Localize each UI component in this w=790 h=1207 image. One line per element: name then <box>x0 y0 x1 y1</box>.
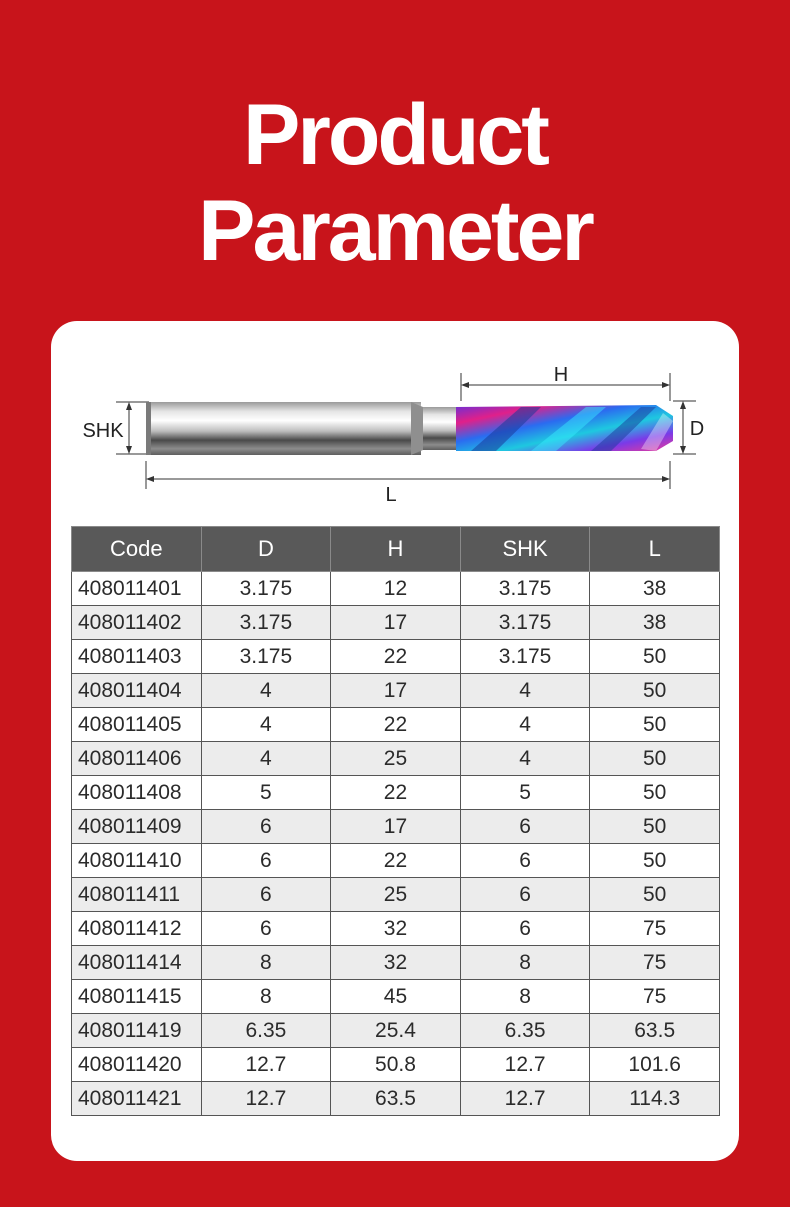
table-row <box>72 1014 720 1048</box>
cell-l: 50 <box>590 810 720 844</box>
cell-shk: 3.175 <box>460 606 590 640</box>
cell-h: 45 <box>331 980 461 1014</box>
cell-code: 408011401 <box>72 572 202 606</box>
table-row <box>72 980 720 1014</box>
table-row <box>72 878 720 912</box>
cell-l: 50 <box>590 776 720 810</box>
cell-h: 17 <box>331 606 461 640</box>
page-title-line2: Parameter <box>198 183 592 279</box>
cell-code: 408011411 <box>72 878 202 912</box>
cell-code: 408011409 <box>72 810 202 844</box>
cell-shk: 5 <box>460 776 590 810</box>
table-header-row <box>72 527 720 572</box>
cell-code: 408011412 <box>72 912 202 946</box>
cell-l: 63.5 <box>590 1014 720 1048</box>
label-h: H <box>553 364 569 386</box>
cell-shk: 6.35 <box>460 1014 590 1048</box>
label-d: D <box>689 418 705 440</box>
cell-d: 8 <box>201 980 331 1014</box>
cell-shk: 4 <box>460 708 590 742</box>
cell-d: 12.7 <box>201 1082 331 1116</box>
header-d: D <box>201 527 331 572</box>
cell-shk: 4 <box>460 742 590 776</box>
label-l: L <box>385 484 397 506</box>
cell-shk: 6 <box>460 912 590 946</box>
cell-h: 50.8 <box>331 1048 461 1082</box>
cell-h: 32 <box>331 946 461 980</box>
cell-d: 6 <box>201 810 331 844</box>
cell-d: 4 <box>201 708 331 742</box>
cell-h: 22 <box>331 708 461 742</box>
table-row <box>72 640 720 674</box>
cell-code: 408011414 <box>72 946 202 980</box>
cell-d: 12.7 <box>201 1048 331 1082</box>
cell-shk: 3.175 <box>460 572 590 606</box>
cell-d: 8 <box>201 946 331 980</box>
cell-l: 50 <box>590 878 720 912</box>
table-row <box>72 1048 720 1082</box>
cell-shk: 12.7 <box>460 1082 590 1116</box>
cell-d: 4 <box>201 674 331 708</box>
cell-shk: 6 <box>460 844 590 878</box>
cell-d: 6 <box>201 912 331 946</box>
tool-illustration <box>146 402 673 455</box>
table-row <box>72 674 720 708</box>
cell-l: 101.6 <box>590 1048 720 1082</box>
table-body <box>72 572 720 1116</box>
label-shk: SHK <box>82 420 124 442</box>
cell-l: 38 <box>590 606 720 640</box>
cell-l: 50 <box>590 674 720 708</box>
cell-code: 408011405 <box>72 708 202 742</box>
header-h: H <box>331 527 461 572</box>
cell-d: 5 <box>201 776 331 810</box>
cell-code: 408011403 <box>72 640 202 674</box>
cell-h: 22 <box>331 640 461 674</box>
cell-h: 32 <box>331 912 461 946</box>
cell-h: 25 <box>331 878 461 912</box>
cell-l: 75 <box>590 912 720 946</box>
cell-shk: 4 <box>460 674 590 708</box>
cell-code: 408011404 <box>72 674 202 708</box>
cell-l: 114.3 <box>590 1082 720 1116</box>
table-row <box>72 946 720 980</box>
cell-h: 12 <box>331 572 461 606</box>
cell-shk: 6 <box>460 878 590 912</box>
cell-h: 22 <box>331 844 461 878</box>
parameter-table <box>71 526 720 1116</box>
cell-shk: 6 <box>460 810 590 844</box>
cell-d: 6 <box>201 878 331 912</box>
cell-code: 408011420 <box>72 1048 202 1082</box>
cell-code: 408011402 <box>72 606 202 640</box>
cell-code: 408011419 <box>72 1014 202 1048</box>
cell-shk: 3.175 <box>460 640 590 674</box>
cell-h: 17 <box>331 674 461 708</box>
table-row <box>72 912 720 946</box>
cell-l: 50 <box>590 640 720 674</box>
table-row <box>72 606 720 640</box>
cell-h: 22 <box>331 776 461 810</box>
cell-d: 3.175 <box>201 606 331 640</box>
cell-code: 408011410 <box>72 844 202 878</box>
parameter-card <box>51 321 739 1161</box>
table-row <box>72 708 720 742</box>
cell-l: 50 <box>590 708 720 742</box>
table-row <box>72 572 720 606</box>
cell-l: 75 <box>590 946 720 980</box>
page-title-line1: Product <box>243 87 547 183</box>
cell-code: 408011406 <box>72 742 202 776</box>
header-l: L <box>590 527 720 572</box>
cell-shk: 12.7 <box>460 1048 590 1082</box>
cell-h: 63.5 <box>331 1082 461 1116</box>
cell-code: 408011408 <box>72 776 202 810</box>
cell-h: 17 <box>331 810 461 844</box>
cell-code: 408011421 <box>72 1082 202 1116</box>
header-shk: SHK <box>460 527 590 572</box>
cell-code: 408011415 <box>72 980 202 1014</box>
cell-d: 6.35 <box>201 1014 331 1048</box>
cell-d: 3.175 <box>201 572 331 606</box>
table-row <box>72 1082 720 1116</box>
cell-l: 50 <box>590 844 720 878</box>
cell-l: 75 <box>590 980 720 1014</box>
cell-l: 38 <box>590 572 720 606</box>
header-code: Code <box>72 527 202 572</box>
table-row <box>72 844 720 878</box>
table-row <box>72 810 720 844</box>
end-mill-diagram <box>51 321 739 521</box>
cell-shk: 8 <box>460 980 590 1014</box>
cell-d: 3.175 <box>201 640 331 674</box>
cell-h: 25 <box>331 742 461 776</box>
cell-d: 4 <box>201 742 331 776</box>
cell-l: 50 <box>590 742 720 776</box>
cell-shk: 8 <box>460 946 590 980</box>
table-row <box>72 742 720 776</box>
cell-h: 25.4 <box>331 1014 461 1048</box>
table-row <box>72 776 720 810</box>
cell-d: 6 <box>201 844 331 878</box>
